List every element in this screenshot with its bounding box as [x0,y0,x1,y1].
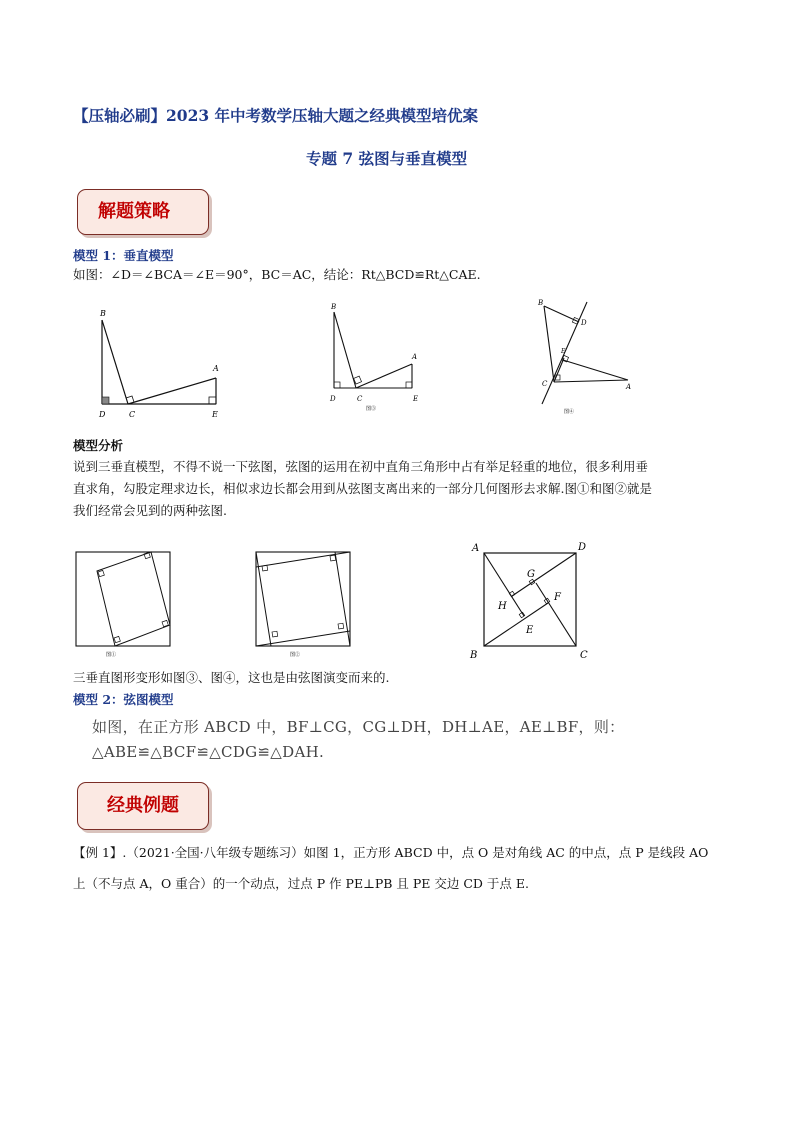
fig1-label-A: A [213,364,219,373]
analysis-line-1: 说到三垂直模型，不得不说一下弦图，弦图的运用在初中直角三角形中占有举足轻重的地位，很多利用垂 [73,459,649,474]
section-strategy-label: 解题策略 [98,201,170,222]
square-label-G: G [527,569,535,580]
fig1-label-D: D [99,410,106,419]
figure-three-perpendicular-2 [320,298,430,418]
fig2-label-E: E [413,395,419,403]
figure-chord-1 [74,550,174,660]
analysis-line-2: 直求角，勾股定理求边长，相似求边长都会用到从弦图支离出来的一部分几何图形去求解.图①和图②就是 [73,481,652,496]
page-title: 【压轴必刷】2023 年中考数学压轴大题之经典模型培优案 [73,106,479,125]
square-label-H: H [498,601,507,612]
square-label-F: F [554,592,561,603]
figure-three-perpendicular-3 [530,296,640,420]
model2-heading: 模型 2：弦图模型 [73,692,174,707]
fig3-label-C: C [542,380,548,388]
model2-formula-line-2: △ABE≌△BCF≌△CDG≌△DAH. [92,743,325,761]
fig-a-caption: 图① [106,652,117,658]
square-label-A: A [472,543,480,554]
fig3-label-D: D [581,319,587,327]
fig3-label-E: E [561,348,566,355]
fig1-label-B: B [100,309,106,318]
fig3-label-B: B [538,299,544,307]
fig2-label-A: A [412,353,418,361]
square-label-B: B [470,650,478,661]
square-label-D: D [578,542,587,553]
section-strategy-box [77,189,209,235]
example1-line-1: 【例 1】.（2021·全国·八年级专题练习）如图 1，正方形 ABCD 中，点 O 是对角线 AC 的中点，点 P 是线段 AO [73,845,709,860]
figure-three-perpendicular-1 [90,300,230,422]
square-label-C: C [580,650,588,661]
section-examples-label: 经典例题 [107,795,179,816]
fig2-caption: 图③ [366,406,377,412]
fig1-label-E: E [212,410,218,419]
square-label-E: E [526,625,534,636]
figure-chord-square [464,536,596,664]
section-examples-box [77,782,209,830]
variation-text: 三垂直图形变形如图③、图④，这也是由弦图演变而来的. [73,670,390,685]
fig1-label-C: C [129,410,136,419]
fig3-label-A: A [626,383,632,391]
fig2-label-B: B [331,303,337,311]
example1-line-2: 上（不与点 A，O 重合）的一个动点，过点 P 作 PE⊥PB 且 PE 交边 CD 于点 E. [73,876,530,891]
model2-formula-line-1: 如图，在正方形 ABCD 中，BF⊥CG，CG⊥DH，DH⊥AE，AE⊥BF，则： [92,718,625,736]
fig2-label-C: C [357,395,363,403]
analysis-line-3: 我们经常会见到的两种弦图. [73,503,227,518]
page-subtitle: 专题 7 弦图与垂直模型 [306,149,468,168]
model1-heading: 模型 1：垂直模型 [73,248,174,263]
model1-statement: 如图：∠D＝∠BCA＝∠E＝90°，BC＝AC，结论：Rt△BCD≌Rt△CAE. [73,267,481,282]
analysis-title: 模型分析 [73,438,124,453]
fig-b-caption: 图② [290,652,301,658]
fig3-caption: 图④ [564,409,575,415]
fig2-label-D: D [330,395,336,403]
figure-chord-2 [254,550,354,660]
